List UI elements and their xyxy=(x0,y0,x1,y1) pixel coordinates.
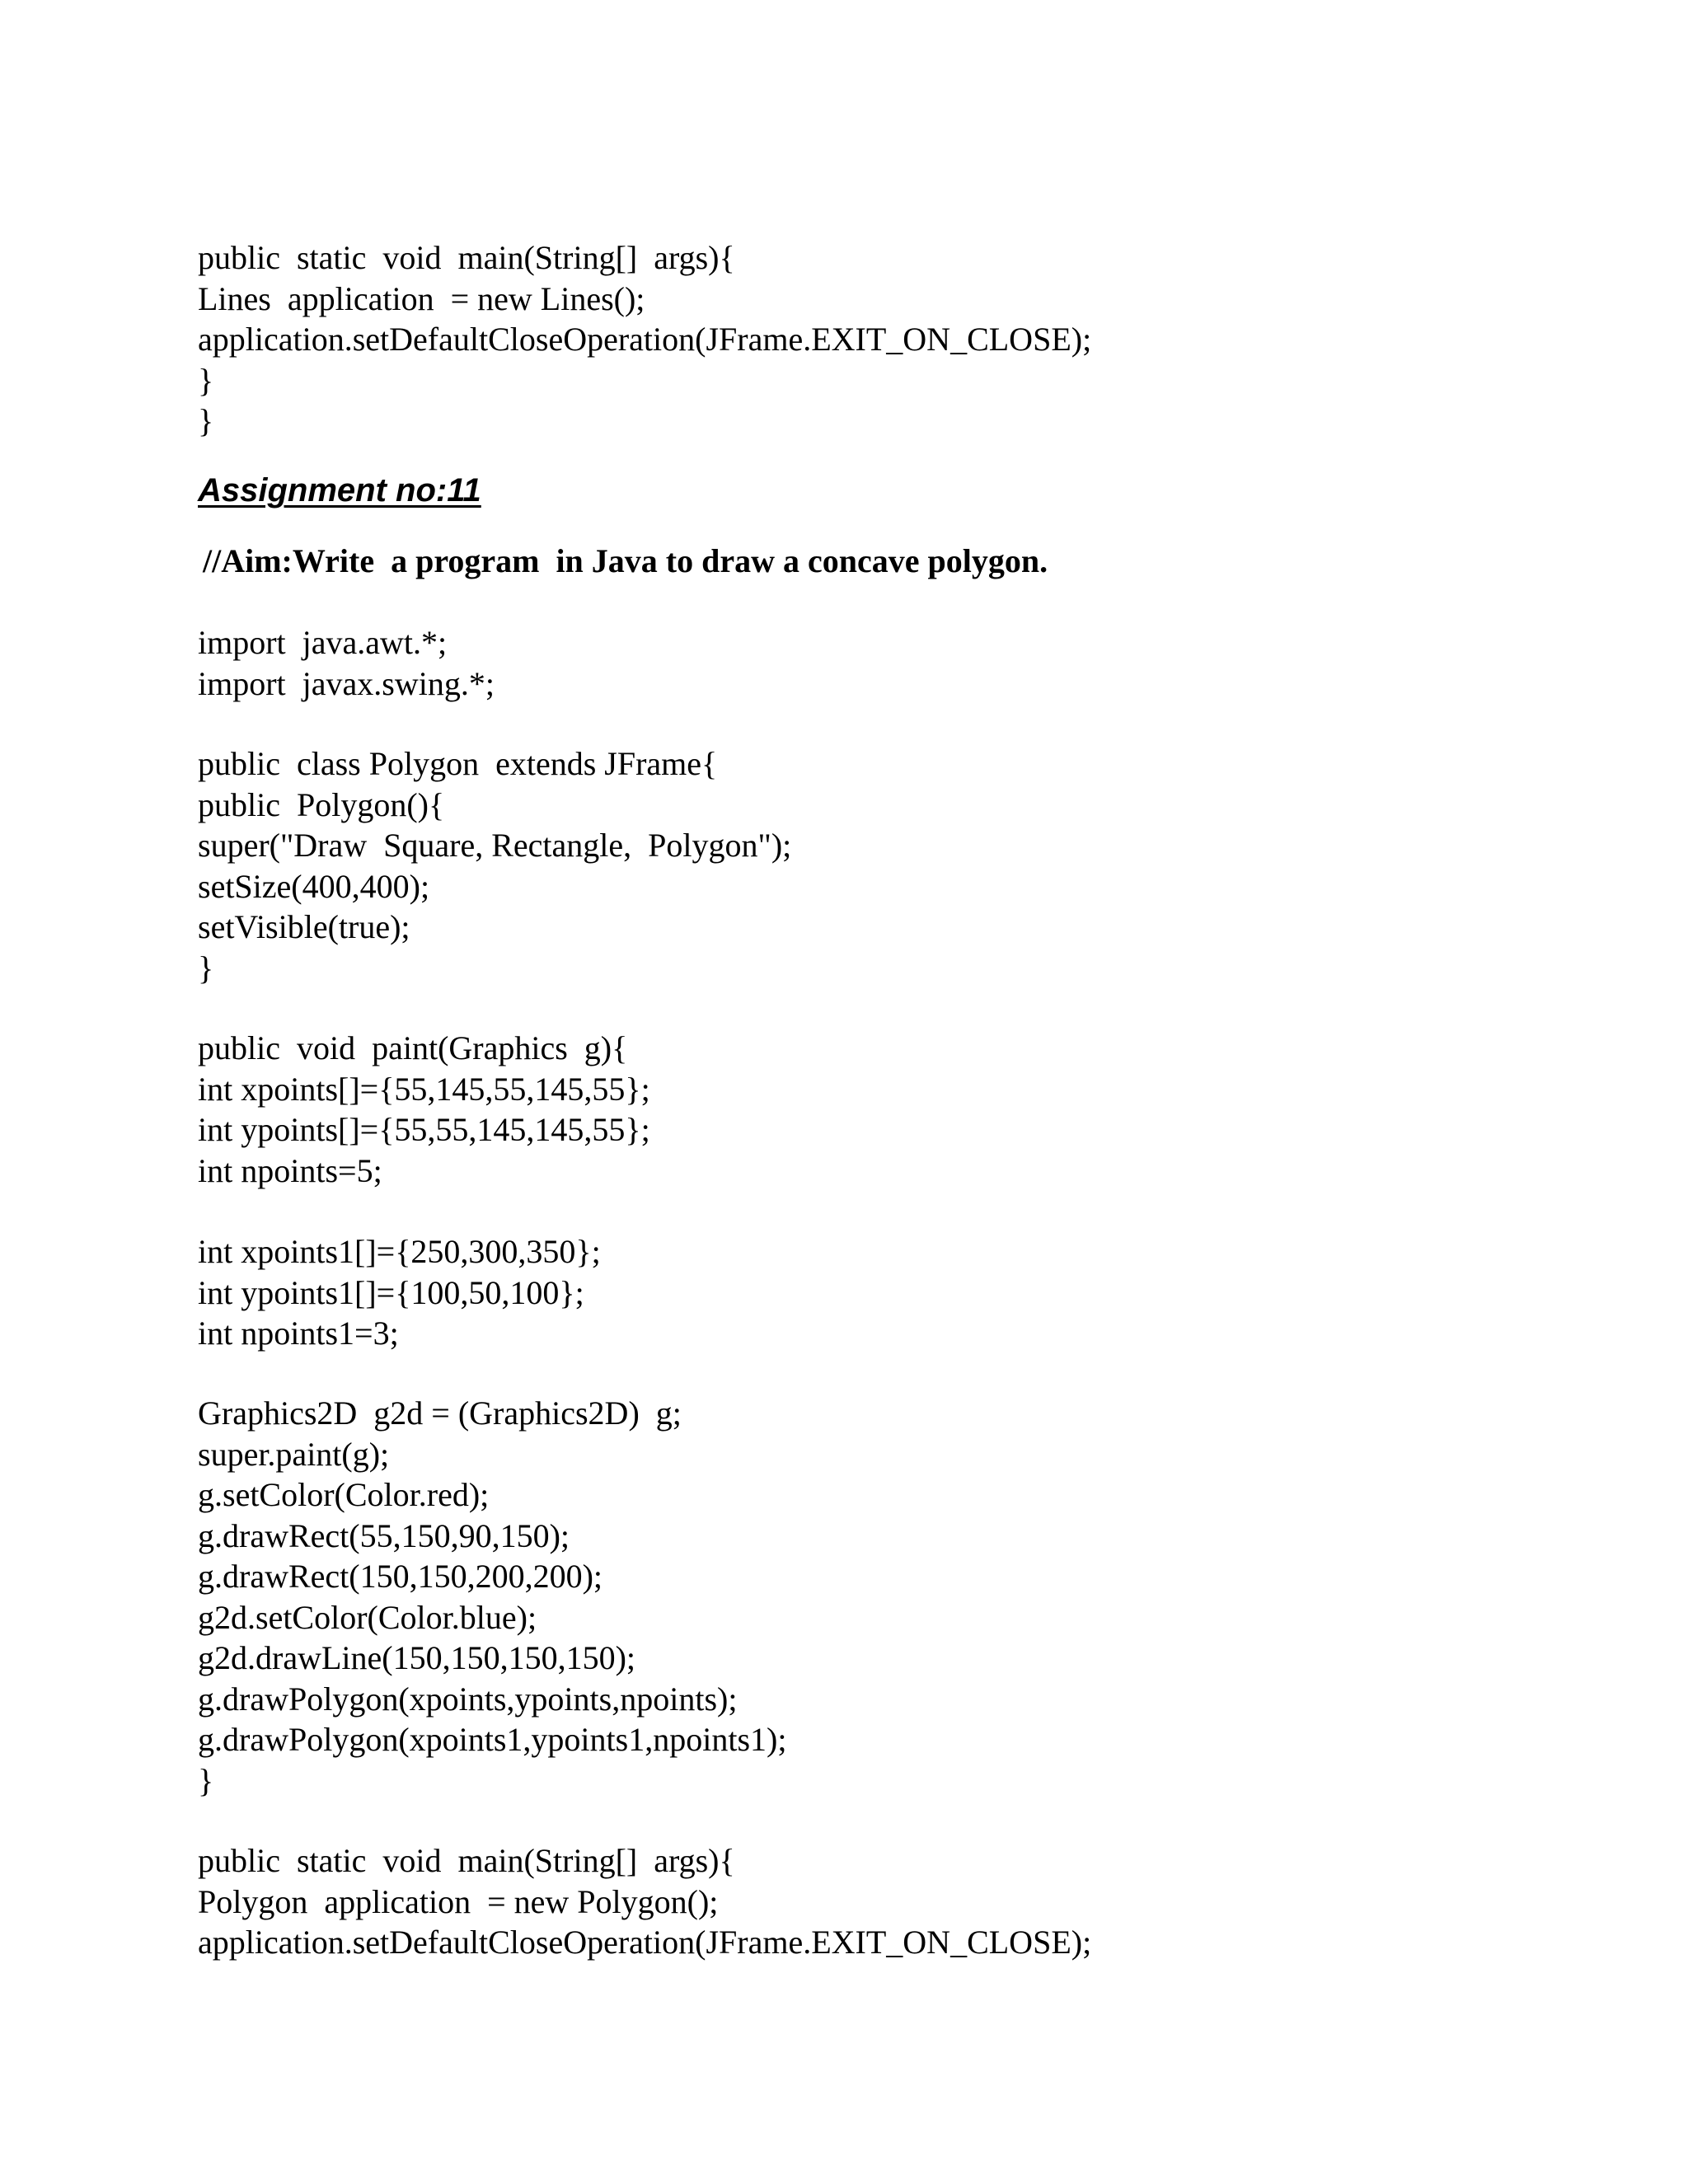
code-line: g.drawRect(150,150,200,200); xyxy=(198,1558,603,1595)
code-line: int ypoints1[]={100,50,100}; xyxy=(198,1273,584,1311)
import-statements xyxy=(198,622,1599,704)
paint-method-code xyxy=(198,1028,1599,1191)
code-line: } xyxy=(198,402,214,439)
code-line: setVisible(true); xyxy=(198,908,410,945)
code-line: Graphics2D g2d = (Graphics2D) g; xyxy=(198,1394,682,1432)
code-line: public class Polygon extends JFrame{ xyxy=(198,745,718,782)
code-line: int xpoints1[]={250,300,350}; xyxy=(198,1233,601,1270)
code-line: public Polygon(){ xyxy=(198,785,445,823)
code-line: } xyxy=(198,361,214,399)
aim-statement: //Aim:Write a program in Java to draw a concave polygon. xyxy=(203,542,1048,579)
triangle-points-code xyxy=(198,1231,1599,1354)
class-constructor-code xyxy=(198,743,1599,988)
code-line: int xpoints[]={55,145,55,145,55}; xyxy=(198,1070,650,1108)
code-line: } xyxy=(198,949,214,987)
code-line: g.drawPolygon(xpoints,ypoints,npoints); xyxy=(198,1680,738,1718)
drawing-calls-code xyxy=(198,1393,1599,1801)
assignment-heading: Assignment no:11 xyxy=(198,472,481,509)
code-line: int npoints1=3; xyxy=(198,1315,399,1352)
code-line: import javax.swing.*; xyxy=(198,664,495,702)
main-method-code xyxy=(198,1840,1599,1963)
code-line: public static void main(String[] args){ xyxy=(198,239,735,276)
code-line: application.setDefaultCloseOperation(JFrame.EXIT_ON_CLOSE); xyxy=(198,1924,1092,1961)
code-line: g.drawRect(55,150,90,150); xyxy=(198,1516,570,1554)
code-line: public void paint(Graphics g){ xyxy=(198,1029,628,1066)
code-line: int npoints=5; xyxy=(198,1151,382,1189)
code-line: g.setColor(Color.red); xyxy=(198,1476,490,1513)
code-line: super("Draw Square, Rectangle, Polygon"); xyxy=(198,827,792,864)
code-line: import java.awt.*; xyxy=(198,624,448,661)
code-line: g.drawPolygon(xpoints1,ypoints1,npoints1); xyxy=(198,1721,787,1758)
code-line: g2d.setColor(Color.blue); xyxy=(198,1598,537,1636)
previous-main-method-code xyxy=(198,237,1599,442)
code-line: application.setDefaultCloseOperation(JFrame.EXIT_ON_CLOSE); xyxy=(198,321,1092,358)
code-line: setSize(400,400); xyxy=(198,867,430,905)
code-line: } xyxy=(198,1761,214,1799)
code-line: g2d.drawLine(150,150,150,150); xyxy=(198,1639,636,1676)
code-line: Polygon application = new Polygon(); xyxy=(198,1882,719,1920)
code-line: int ypoints[]={55,55,145,145,55}; xyxy=(198,1111,650,1148)
code-line: super.paint(g); xyxy=(198,1435,390,1473)
code-line: public static void main(String[] args){ xyxy=(198,1842,735,1879)
code-line: Lines application = new Lines(); xyxy=(198,279,645,317)
